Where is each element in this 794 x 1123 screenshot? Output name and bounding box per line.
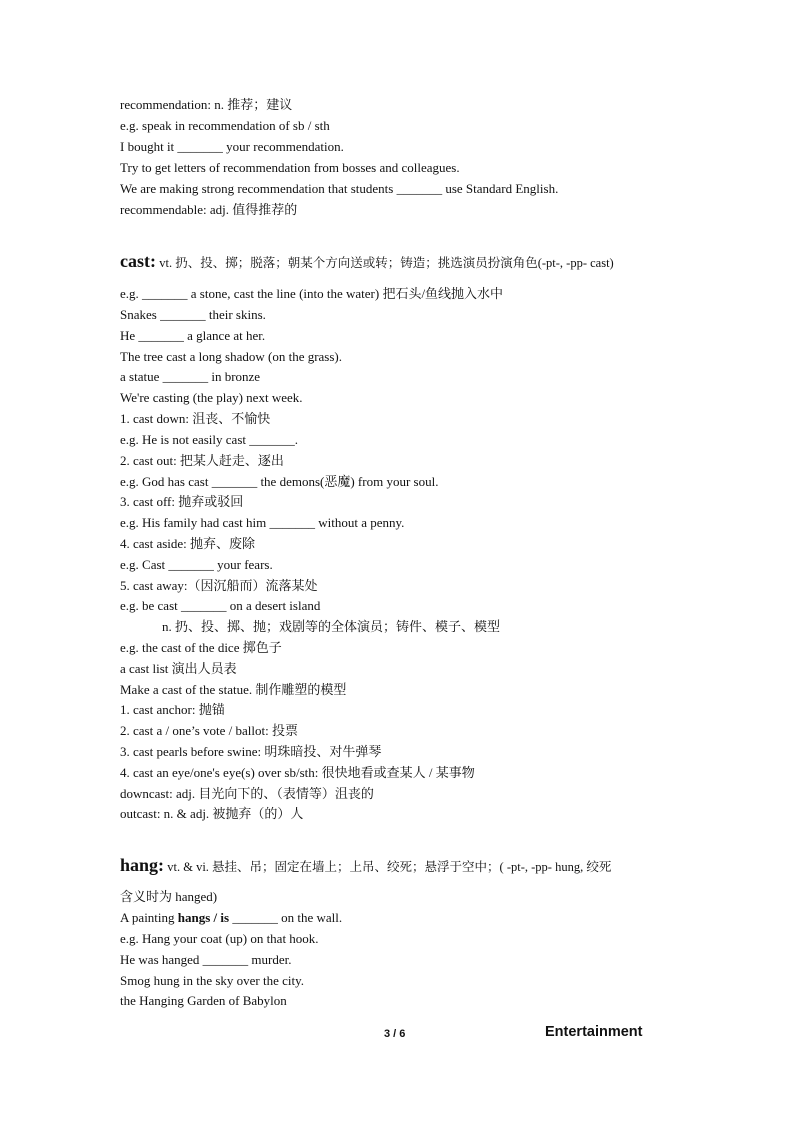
text-line: n. 扔、投、掷、抛；戏剧等的全体演员；铸件、模子、模型 [162, 619, 501, 634]
text-line: the Hanging Garden of Babylon [120, 993, 287, 1008]
text-line: e.g. Cast _______ your fears. [120, 557, 273, 572]
text-line: He was hanged _______ murder. [120, 952, 292, 967]
text-line: a statue _______ in bronze [120, 369, 261, 384]
text-line: e.g. God has cast _______ the demons(恶魔) from your soul. [120, 474, 439, 489]
text-line: Smog hung in the sky over the city. [120, 973, 305, 988]
text-line: 3. cast pearls before swine: 明珠暗投、对牛弹琴 [120, 744, 382, 759]
text-line: e.g. speak in recommendation of sb / sth [120, 118, 330, 133]
text-line: outcast: n. & adj. 被抛弃（的）人 [120, 806, 304, 821]
text-line: 5. cast away:（因沉船而）流落某处 [120, 578, 318, 593]
text-line: 1. cast down: 沮丧、不愉快 [120, 411, 271, 426]
page-number: 3 / 6 [384, 1028, 406, 1040]
text-line: e.g. Hang your coat (up) on that hook. [120, 931, 319, 946]
example-line-hang [120, 910, 342, 926]
text-line: He _______ a glance at her. [120, 328, 266, 343]
text-line: 2. cast out: 把某人赶走、逐出 [120, 453, 284, 468]
text-line: downcast: adj. 目光向下的、（表情等）沮丧的 [120, 786, 374, 801]
text-line: Make a cast of the statue. 制作雕塑的模型 [120, 682, 347, 697]
text-line: Snakes _______ their skins. [120, 307, 266, 322]
text-line: e.g. the cast of the dice 掷色子 [120, 640, 282, 655]
example-suffix: _______ on the wall. [229, 910, 343, 925]
text-line: 1. cast anchor: 抛锚 [120, 702, 225, 717]
entry-heading-hang [120, 857, 611, 875]
definition-cast: vt. 扔、投、掷；脱落；朝某个方向送或转；铸造；挑选演员扮演角色(-pt-, -pp- cast) [159, 256, 614, 270]
text-line: 4. cast aside: 抛弃、废除 [120, 536, 256, 551]
text-line: We're casting (the play) next week. [120, 390, 303, 405]
text-line: a cast list 演出人员表 [120, 661, 237, 676]
headword-hang: hang: [120, 855, 165, 875]
text-line: The tree cast a long shadow (on the grass). [120, 349, 343, 364]
text-line: recommendable: adj. 值得推荐的 [120, 202, 298, 217]
example-prefix: A painting [120, 910, 178, 925]
text-line: e.g. _______ a stone, cast the line (into the water) 把石头/鱼线抛入水中 [120, 286, 504, 301]
text-line: 含义时为 hanged) [120, 889, 218, 904]
text-line: recommendation: n. 推荐；建议 [120, 97, 293, 112]
definition-hang: vt. & vi. 悬挂、吊；固定在墙上；上吊、绞死；悬浮于空中；( -pt-, -pp- hung, 绞死 [167, 860, 612, 874]
text-line: e.g. be cast _______ on a desert island [120, 598, 321, 613]
text-line: I bought it _______ your recommendation. [120, 139, 344, 154]
text-line: 4. cast an eye/one's eye(s) over sb/sth: 很快地看或查某人 / 某事物 [120, 765, 475, 780]
text-line: e.g. His family had cast him _______ without a penny. [120, 515, 405, 530]
text-line: We are making strong recommendation that students _______ use Standard English. [120, 181, 559, 196]
text-line: Try to get letters of recommendation from bosses and colleagues. [120, 160, 460, 175]
footer-topic: Entertainment [545, 1024, 643, 1040]
example-bold: hangs / is [177, 910, 230, 925]
text-line: e.g. He is not easily cast _______. [120, 432, 298, 447]
entry-heading-cast [120, 253, 614, 271]
text-line: 2. cast a / one’s vote / ballot: 投票 [120, 723, 298, 738]
headword-cast: cast: [120, 251, 156, 271]
text-line: 3. cast off: 抛弃或驳回 [120, 494, 244, 509]
